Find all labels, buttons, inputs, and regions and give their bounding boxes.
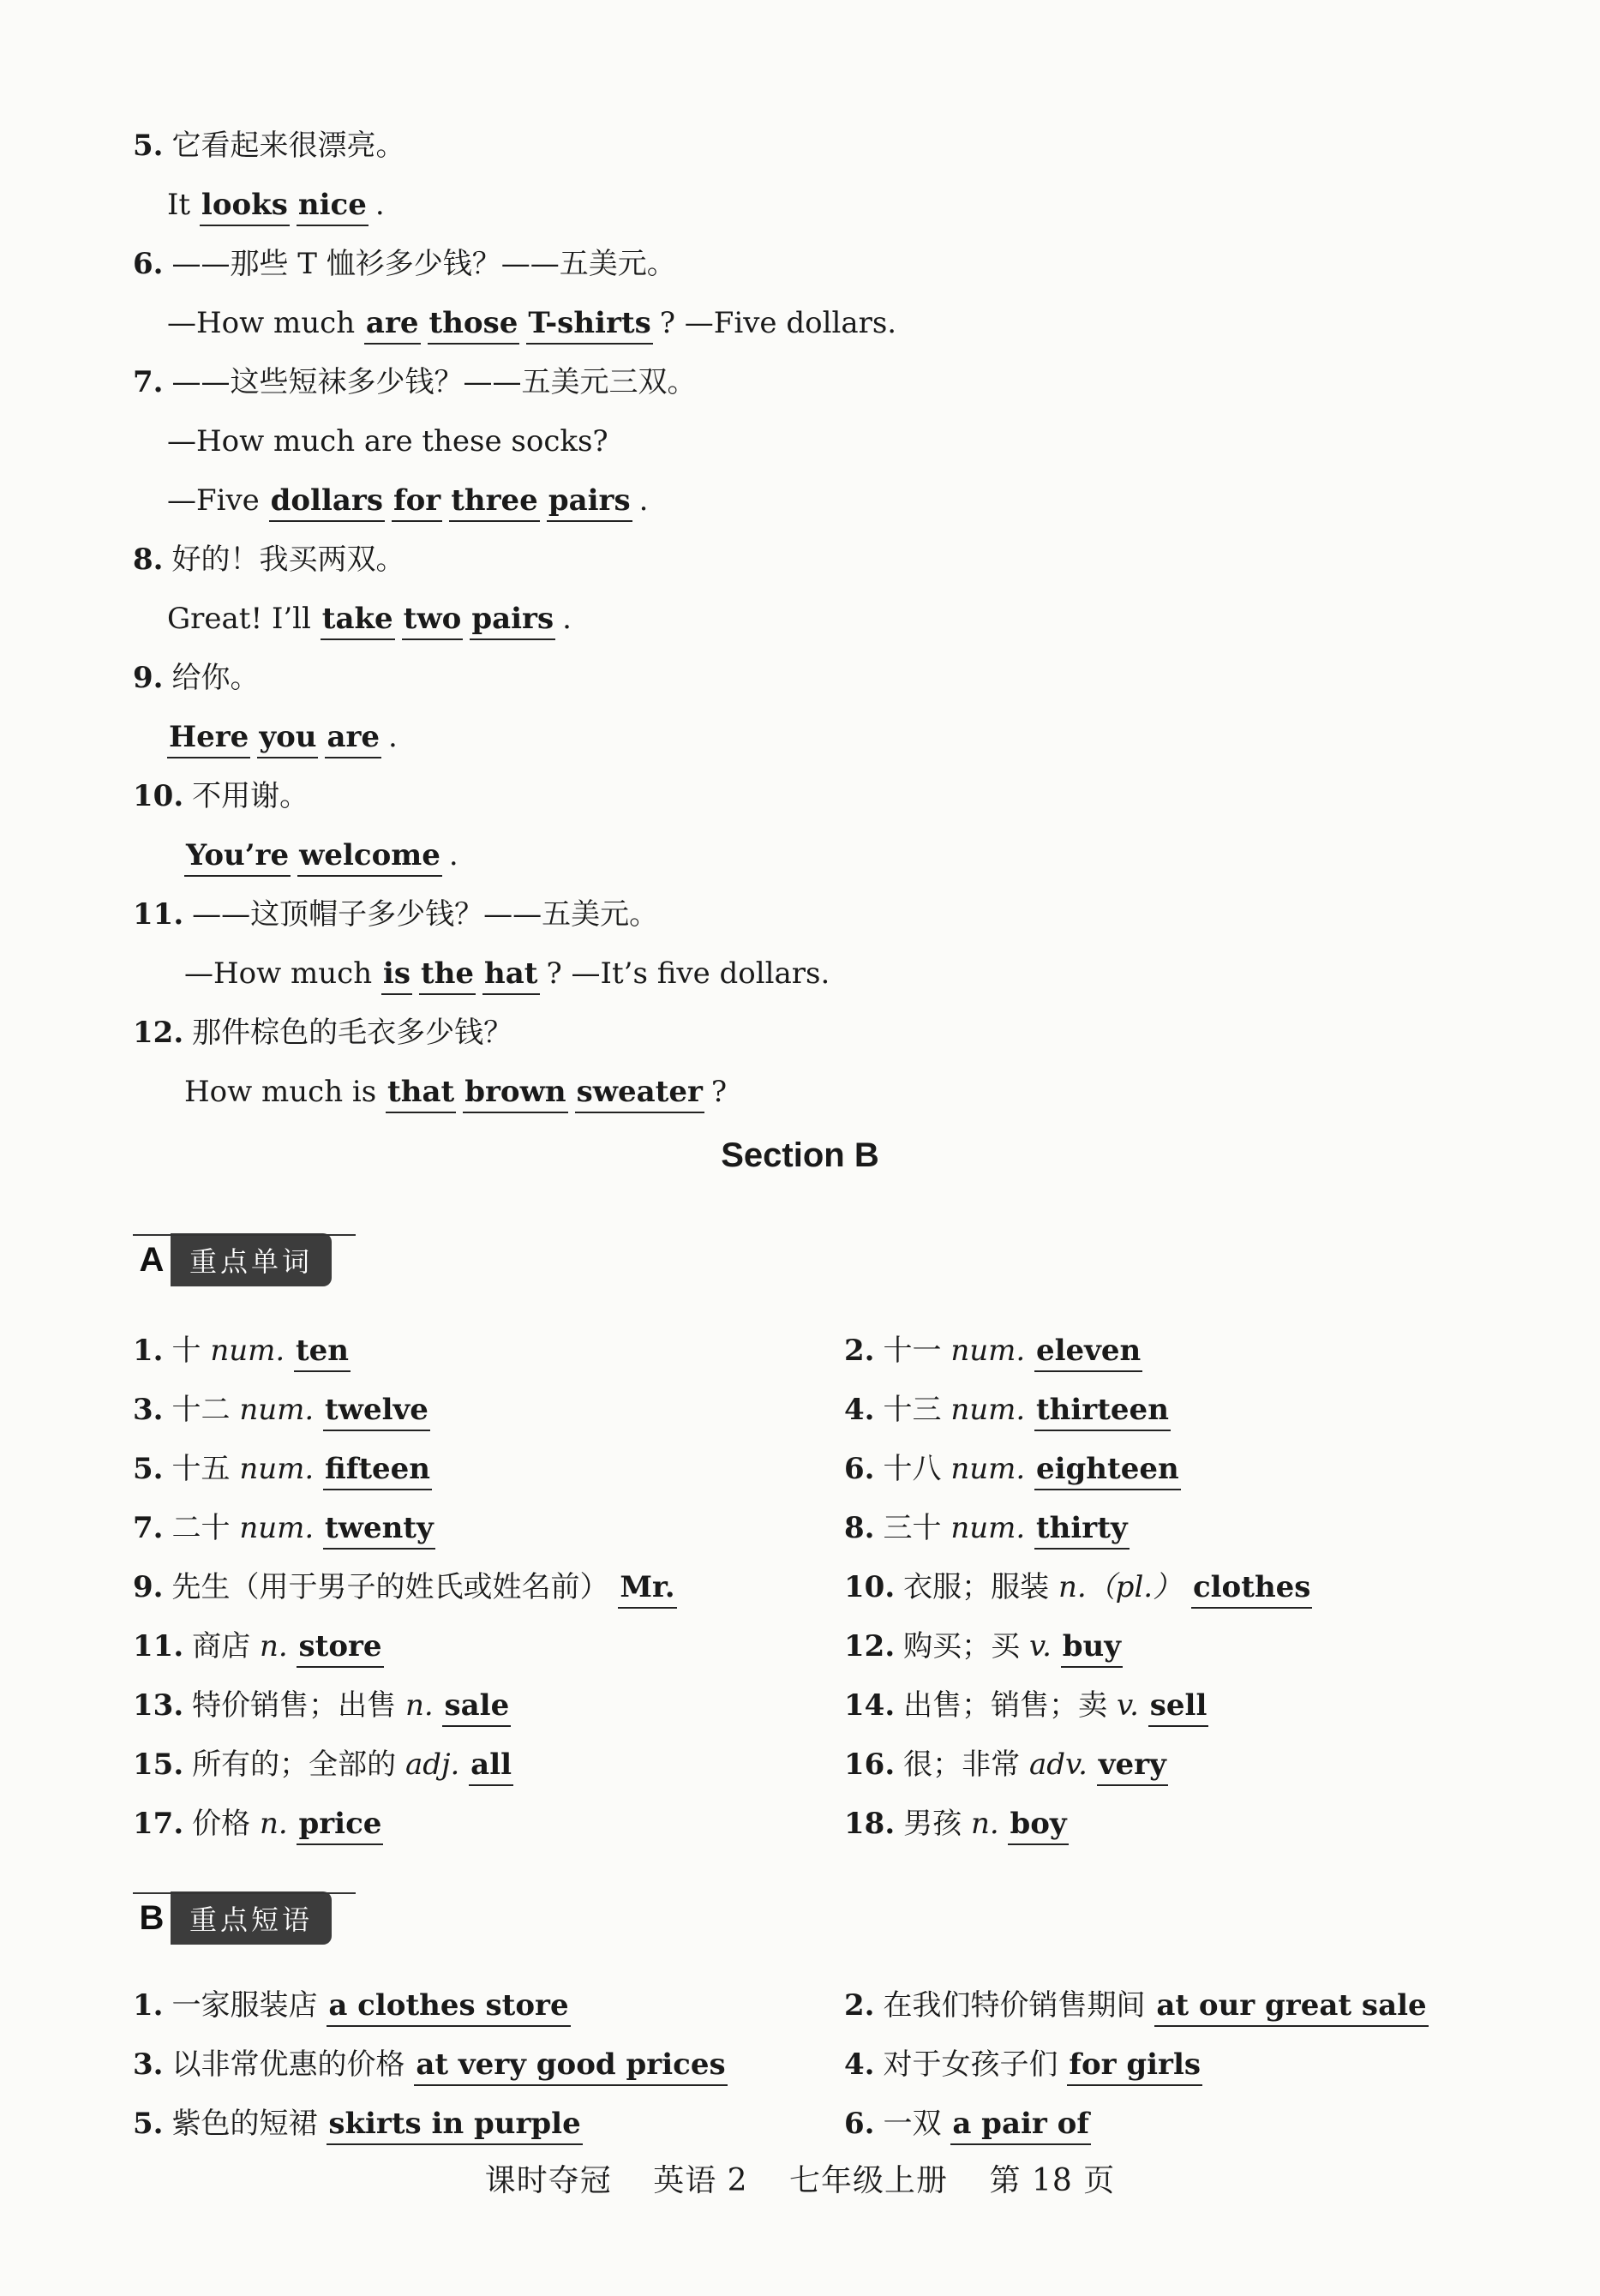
- chinese-text: 价格: [192, 1807, 260, 1841]
- chinese-text: 特价销售；出售: [192, 1688, 405, 1723]
- part-of-speech: v.: [1028, 1629, 1061, 1664]
- chinese-text: 十五: [171, 1452, 240, 1486]
- answer-blank: buy: [1061, 1629, 1123, 1668]
- answer-blank: pairs: [547, 483, 632, 522]
- item-number: 5.: [133, 1452, 164, 1486]
- answer-blank: pairs: [470, 602, 555, 640]
- sentence-english: [184, 955, 830, 992]
- sentence-english: [167, 304, 896, 342]
- phrase-item: [133, 1987, 578, 2024]
- chinese-text: ——那些 T 恤衫多少钱？——五美元。: [171, 247, 676, 281]
- part-of-speech: num.: [239, 1511, 323, 1545]
- sentence-chinese: [133, 245, 676, 283]
- sentence-chinese: [133, 541, 405, 578]
- footer-grade: 七年级上册: [789, 2163, 949, 2198]
- sentence-text: —How much: [167, 306, 364, 340]
- word-item: [844, 1746, 1175, 1783]
- section-a-tag: [133, 1234, 332, 1286]
- part-of-speech: n.: [259, 1629, 297, 1664]
- chinese-text: 一双: [883, 2107, 951, 2141]
- item-number: 13.: [133, 1688, 184, 1723]
- answer-blank: very: [1097, 1747, 1168, 1786]
- phrase-item: [133, 2105, 590, 2143]
- sentence-text: —How much: [184, 956, 381, 991]
- answer-blank: for girls: [1067, 2047, 1202, 2086]
- item-number: 8.: [844, 1511, 875, 1545]
- chinese-text: 十三: [883, 1393, 951, 1427]
- item-number: 11.: [133, 1629, 184, 1664]
- item-number: 4.: [844, 2047, 875, 2082]
- word-item: [844, 1805, 1076, 1843]
- chinese-text: 给你。: [171, 661, 260, 695]
- answer-blank: the: [419, 956, 476, 995]
- sentence-chinese: [133, 363, 697, 401]
- word-item: [133, 1568, 684, 1606]
- answer-blank: thirteen: [1034, 1393, 1171, 1431]
- answer-blank: are: [364, 306, 421, 345]
- chinese-text: 不用谢。: [192, 779, 309, 813]
- sentence-text: It: [167, 188, 200, 222]
- answer-blank: T-shirts: [526, 306, 652, 345]
- answer-blank: brown: [463, 1075, 567, 1113]
- item-number: 17.: [133, 1807, 184, 1841]
- item-number: 5.: [133, 129, 164, 163]
- chinese-text: 紫色的短裙: [171, 2107, 327, 2141]
- sentence-text: How much is: [184, 1075, 387, 1109]
- chinese-text: 二十: [171, 1511, 240, 1545]
- chinese-text: 男孩: [903, 1807, 971, 1841]
- answer-blank: welcome: [297, 838, 442, 877]
- answer-blank: at our great sale: [1154, 1988, 1428, 2027]
- answer-blank: boy: [1008, 1807, 1068, 1845]
- section-title: Section B: [721, 1136, 879, 1174]
- section-a-letter: A: [139, 1240, 165, 1279]
- answer-blank: Here: [167, 720, 250, 758]
- word-item: [844, 1628, 1130, 1665]
- chinese-text: 十二: [171, 1393, 240, 1427]
- sentence-text: —Five: [167, 483, 269, 518]
- answer-blank: fifteen: [323, 1452, 432, 1490]
- answer-blank: ten: [294, 1334, 351, 1372]
- word-item: [133, 1687, 518, 1724]
- item-number: 1.: [133, 1334, 164, 1368]
- answer-blank: that: [386, 1075, 456, 1113]
- answer-blank: is: [381, 956, 412, 995]
- part-of-speech: num.: [950, 1393, 1034, 1427]
- word-item: [133, 1509, 442, 1547]
- part-of-speech: num.: [239, 1452, 323, 1486]
- word-item: [844, 1509, 1136, 1547]
- item-number: 4.: [844, 1393, 875, 1427]
- answer-blank: a clothes store: [327, 1988, 570, 2027]
- part-of-speech: n.（pl.）: [1058, 1570, 1191, 1604]
- word-item: [133, 1450, 439, 1488]
- answer-blank: you: [257, 720, 318, 758]
- item-number: 12.: [133, 1016, 184, 1050]
- answer-blank: dollars: [269, 483, 385, 522]
- part-of-speech: num.: [950, 1511, 1034, 1545]
- answer-blank: sale: [442, 1688, 511, 1727]
- item-number: 1.: [133, 1988, 164, 2023]
- part-of-speech: num.: [210, 1334, 294, 1368]
- item-number: 16.: [844, 1747, 896, 1782]
- sentence-text: —How much are these socks?: [167, 424, 608, 459]
- phrase-item: [844, 2105, 1098, 2143]
- chinese-text: 购买；买: [903, 1629, 1029, 1664]
- sentence-chinese: [133, 896, 658, 933]
- sentence-chinese: [133, 127, 405, 165]
- item-number: 5.: [133, 2107, 164, 2141]
- word-item: [844, 1391, 1178, 1429]
- sentence-english: [184, 1073, 727, 1111]
- item-number: 6.: [844, 1452, 875, 1486]
- answer-blank: all: [469, 1747, 513, 1786]
- answer-blank: two: [402, 602, 464, 640]
- item-number: 2.: [844, 1988, 875, 2023]
- page-footer: [0, 2156, 1600, 2200]
- part-of-speech: n.: [259, 1807, 297, 1841]
- item-number: 15.: [133, 1747, 184, 1782]
- item-number: 7.: [133, 365, 164, 399]
- item-number: 9.: [133, 1570, 164, 1604]
- answer-blank: a pair of: [950, 2107, 1091, 2145]
- chinese-text: 十一: [883, 1334, 951, 1368]
- chinese-text: 所有的；全部的: [192, 1747, 405, 1782]
- chinese-text: 三十: [883, 1511, 951, 1545]
- sentence-text: .: [638, 483, 649, 518]
- section-b-rule: [133, 1892, 356, 1894]
- answer-blank: for: [392, 483, 442, 522]
- footer-page: 第 18 页: [989, 2163, 1116, 2198]
- part-of-speech: adj.: [404, 1747, 470, 1782]
- answer-blank: Mr.: [618, 1570, 676, 1609]
- word-item: [844, 1332, 1149, 1370]
- section-b-label: 重点短语: [171, 1891, 332, 1945]
- chinese-text: 它看起来很漂亮。: [171, 129, 405, 163]
- item-number: 6.: [133, 247, 164, 281]
- section-b-letter: B: [139, 1898, 165, 1937]
- item-number: 7.: [133, 1511, 164, 1545]
- item-number: 3.: [133, 2047, 164, 2082]
- chinese-text: 十八: [883, 1452, 951, 1486]
- answer-blank: skirts in purple: [327, 2107, 582, 2145]
- answer-blank: clothes: [1191, 1570, 1313, 1609]
- answer-blank: at very good prices: [414, 2047, 727, 2086]
- item-number: 10.: [844, 1570, 896, 1604]
- sentence-text: .: [375, 188, 385, 222]
- answer-blank: sell: [1148, 1688, 1209, 1727]
- answer-blank: thirty: [1034, 1511, 1130, 1550]
- item-number: 18.: [844, 1807, 896, 1841]
- chinese-text: 先生（用于男子的姓氏或姓名前）: [171, 1570, 619, 1604]
- sentence-english: [167, 718, 398, 756]
- part-of-speech: n.: [404, 1688, 443, 1723]
- answer-blank: twelve: [323, 1393, 430, 1431]
- word-item: [133, 1391, 437, 1429]
- word-item: [844, 1687, 1215, 1724]
- chinese-text: 出售；销售；卖: [903, 1688, 1117, 1723]
- sentence-chinese: [133, 777, 309, 815]
- part-of-speech: num.: [950, 1334, 1034, 1368]
- chinese-text: 以非常优惠的价格: [171, 2047, 415, 2082]
- item-number: 11.: [133, 897, 184, 932]
- sentence-text: ?: [710, 1075, 728, 1109]
- chinese-text: 那件棕色的毛衣多少钱？: [192, 1016, 513, 1050]
- answer-blank: take: [321, 602, 395, 640]
- answer-blank: nice: [297, 188, 369, 226]
- answer-blank: hat: [482, 956, 539, 995]
- item-number: 6.: [844, 2107, 875, 2141]
- chinese-text: 对于女孩子们: [883, 2047, 1068, 2082]
- answer-blank: store: [297, 1629, 383, 1668]
- item-number: 2.: [844, 1334, 875, 1368]
- word-item: [133, 1332, 357, 1370]
- sentence-english: [167, 186, 385, 224]
- chinese-text: 一家服装店: [171, 1988, 327, 2023]
- part-of-speech: num.: [950, 1452, 1034, 1486]
- sentence-text: ? —Five dollars.: [659, 306, 897, 340]
- item-number: 14.: [844, 1688, 896, 1723]
- part-of-speech: num.: [239, 1393, 323, 1427]
- answer-blank: twenty: [323, 1511, 435, 1550]
- chinese-text: 好的！我买两双。: [171, 543, 405, 577]
- chinese-text: ——这些短袜多少钱？——五美元三双。: [171, 365, 697, 399]
- item-number: 10.: [133, 779, 184, 813]
- chinese-text: 衣服；服装: [903, 1570, 1058, 1604]
- word-item: [133, 1805, 390, 1843]
- chinese-text: 十: [171, 1334, 211, 1368]
- item-number: 12.: [844, 1629, 896, 1664]
- answer-blank: sweater: [575, 1075, 704, 1113]
- phrase-item: [844, 2046, 1209, 2083]
- answer-blank: price: [297, 1807, 383, 1845]
- answer-blank: You’re: [184, 838, 291, 877]
- chinese-text: 商店: [192, 1629, 260, 1664]
- sentence-english: [167, 482, 648, 519]
- chinese-text: 在我们特价销售期间: [883, 1988, 1155, 2023]
- sentence-text: .: [388, 720, 398, 754]
- section-a-rule: [133, 1234, 356, 1236]
- answer-blank: three: [449, 483, 540, 522]
- answer-blank: are: [325, 720, 381, 758]
- footer-subject: 英语 2: [653, 2163, 748, 2198]
- phrase-item: [133, 2046, 734, 2083]
- sentence-english: [167, 423, 608, 460]
- phrase-item: [844, 1987, 1435, 2024]
- part-of-speech: v.: [1116, 1688, 1148, 1723]
- section-a-label: 重点单词: [171, 1233, 332, 1286]
- item-number: 8.: [133, 543, 164, 577]
- answer-blank: eighteen: [1034, 1452, 1181, 1490]
- item-number: 9.: [133, 661, 164, 695]
- word-item: [844, 1568, 1319, 1606]
- word-item: [133, 1746, 520, 1783]
- sentence-english: [167, 600, 572, 638]
- section-b-tag: [133, 1892, 332, 1944]
- chinese-text: ——这顶帽子多少钱？——五美元。: [192, 897, 659, 932]
- sentence-text: ? —It’s five dollars.: [546, 956, 830, 991]
- part-of-speech: adv.: [1028, 1747, 1097, 1782]
- sentence-chinese: [133, 659, 260, 697]
- sentence-chinese: [133, 1014, 512, 1052]
- chinese-text: 很；非常: [903, 1747, 1029, 1782]
- answer-blank: those: [428, 306, 520, 345]
- sentence-text: .: [448, 838, 458, 872]
- word-item: [133, 1628, 391, 1665]
- part-of-speech: n.: [970, 1807, 1009, 1841]
- sentence-text: Great! I’ll: [167, 602, 321, 636]
- word-item: [844, 1450, 1188, 1488]
- answer-blank: looks: [200, 188, 290, 226]
- sentence-text: .: [562, 602, 572, 636]
- footer-book: 课时夺冠: [484, 2163, 612, 2198]
- answer-blank: eleven: [1034, 1334, 1142, 1372]
- item-number: 3.: [133, 1393, 164, 1427]
- sentence-english: [184, 836, 458, 874]
